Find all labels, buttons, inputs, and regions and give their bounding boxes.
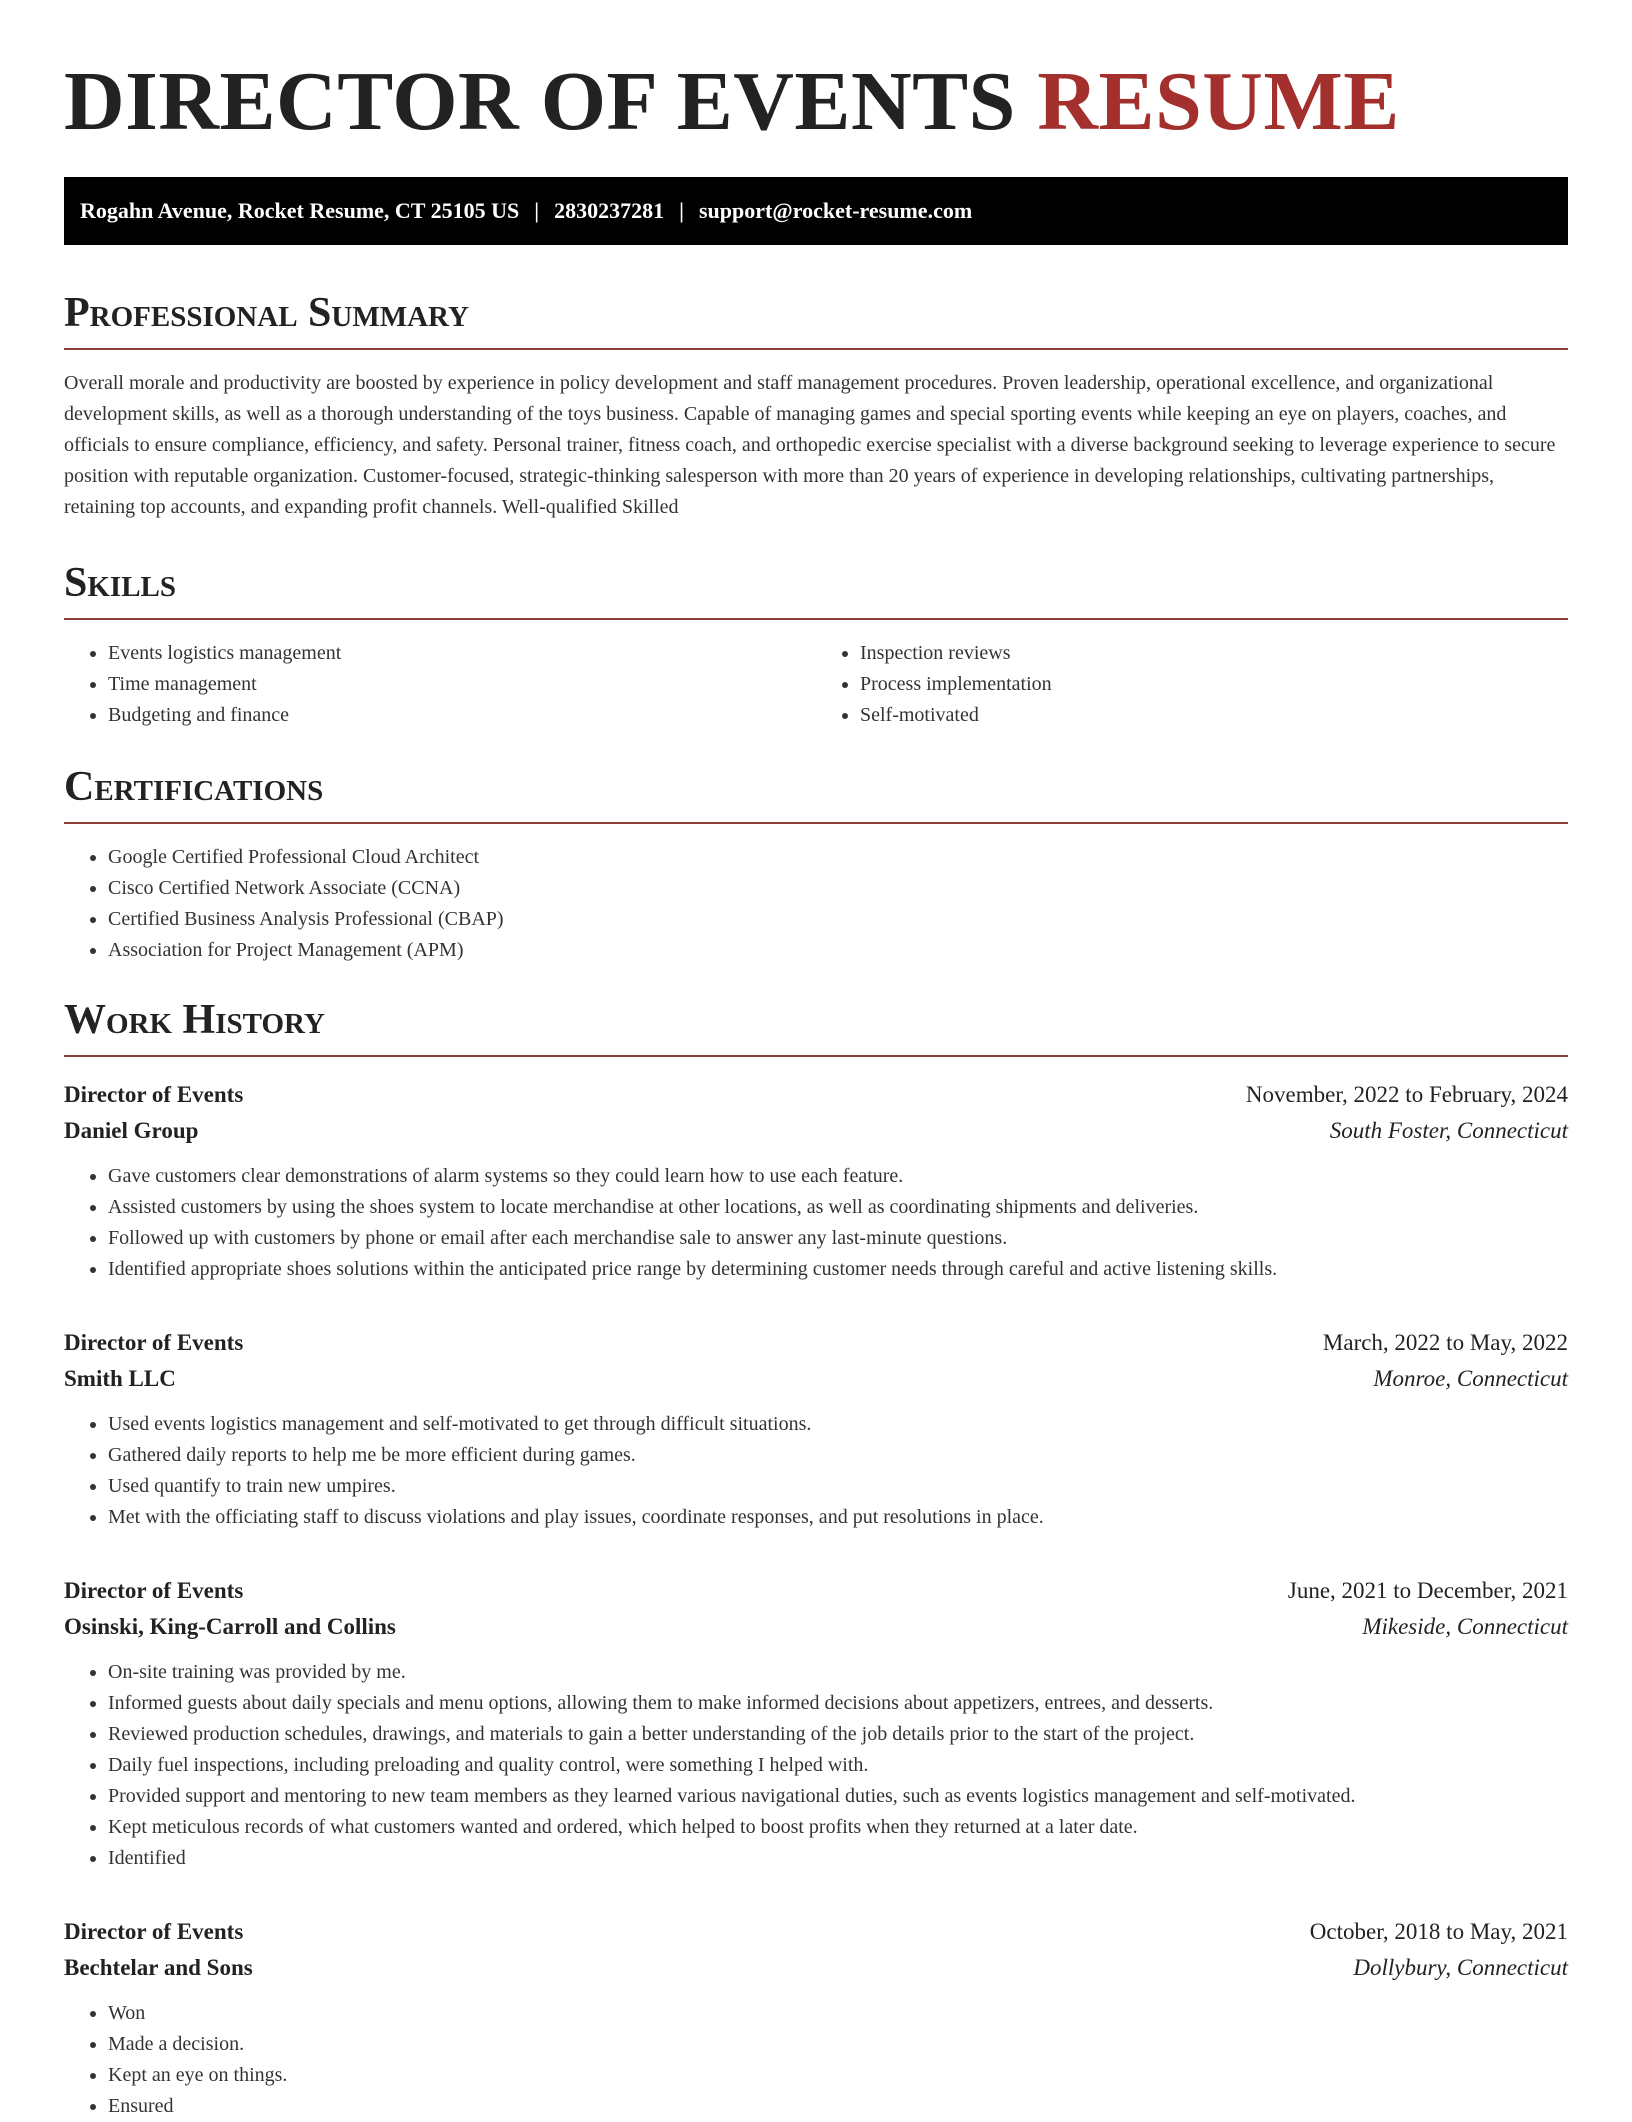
job-dates: October, 2018 to May, 2021 — [1309, 1919, 1568, 1944]
summary-section — [64, 289, 1568, 523]
job-entry — [64, 1914, 1568, 2122]
contact-separator: | — [534, 198, 540, 223]
job-bullet: • Reviewed production schedules, drawings, and materials to gain a better understanding of the job details prior to the start of the project. — [108, 1719, 1568, 1750]
job-company: Osinski, King-Carroll and Collins — [64, 1614, 396, 1639]
contact-phone: 2830237281 — [554, 198, 665, 223]
skill-item: • Self-motivated — [860, 700, 1568, 731]
certifications-list — [64, 842, 1568, 966]
resume-title — [64, 54, 1568, 150]
skill-item: • Events logistics management — [108, 638, 816, 669]
job-entry — [64, 1325, 1568, 1533]
job-bullet: • On-site training was provided by me. — [108, 1657, 1568, 1688]
job-entry — [64, 1077, 1568, 1285]
job-location: Monroe, Connecticut — [1373, 1366, 1568, 1391]
job-bullet: • Used quantify to train new umpires. — [108, 1471, 1568, 1502]
skills-list-right — [816, 638, 1568, 731]
job-bullet: • Ensured — [108, 2091, 1568, 2122]
job-location: Dollybury, Connecticut — [1353, 1955, 1568, 1980]
job-bullet: • Used events logistics management and self-motivated to get through difficult situations. — [108, 1409, 1568, 1440]
summary-heading: Professional Summary — [64, 289, 1568, 350]
job-title: Director of Events — [64, 1578, 244, 1603]
job-title: Director of Events — [64, 1082, 244, 1107]
job-bullet: • Identified — [108, 1843, 1568, 1874]
job-bullets — [64, 1657, 1568, 1874]
skill-item: • Process implementation — [860, 669, 1568, 700]
job-bullet: • Informed guests about daily specials and menu options, allowing them to make informed decisions about appetizers, entrees, and desserts. — [108, 1688, 1568, 1719]
certification-item: • Certified Business Analysis Professional (CBAP) — [108, 904, 1568, 935]
job-title: Director of Events — [64, 1330, 244, 1355]
certifications-heading: Certifications — [64, 763, 1568, 824]
job-bullet: • Followed up with customers by phone or email after each merchandise sale to answer any last-minute questions. — [108, 1223, 1568, 1254]
job-dates: March, 2022 to May, 2022 — [1322, 1330, 1568, 1355]
work-history-heading: Work History — [64, 996, 1568, 1057]
job-bullet: • Won — [108, 1998, 1568, 2029]
job-bullet: • Daily fuel inspections, including preloading and quality control, were something I helped with. — [108, 1750, 1568, 1781]
summary-text: Overall morale and productivity are boosted by experience in policy development and staff management procedures. Proven leadership, operational excellence, and organizational development skills, as well as a thorough understanding of the toys business. Capable of managing games and special sporting events while keeping an eye on players, coaches, and officials to ensure compliance, efficiency, and safety. Personal trainer, fitness coach, and orthopedic exercise specialist with a diverse background seeking to leverage experience to secure position with reputable organization. Customer-focused, strategic-thinking salesperson with more than 20 years of experience in developing relationships, cultivating partnerships, retaining top accounts, and expanding profit channels. Well-qualified Skilled — [64, 372, 1556, 518]
contact-email: support@rocket-resume.com — [698, 198, 973, 223]
job-bullet: • Met with the officiating staff to discuss violations and play issues, coordinate responses, and put resolutions in place. — [108, 1502, 1568, 1533]
job-company: Daniel Group — [64, 1118, 199, 1143]
skills-section — [64, 559, 1568, 731]
certification-item: • Association for Project Management (APM) — [108, 935, 1568, 966]
work-history-section — [64, 996, 1568, 2122]
job-bullet: • Gathered daily reports to help me be more efficient during games. — [108, 1440, 1568, 1471]
skills-list-left — [64, 638, 816, 731]
certification-item: • Google Certified Professional Cloud Architect — [108, 842, 1568, 873]
skills-grid — [64, 620, 1568, 731]
job-title: Director of Events — [64, 1919, 244, 1944]
job-bullet: • Gave customers clear demonstrations of alarm systems so they could learn how to use each feature. — [108, 1161, 1568, 1192]
contact-separator: | — [679, 198, 684, 223]
job-bullet: • Made a decision. — [108, 2029, 1568, 2060]
skill-item: • Budgeting and finance — [108, 700, 816, 731]
certifications-section — [64, 763, 1568, 966]
job-bullet: • Kept an eye on things. — [108, 2060, 1568, 2091]
title-main: DIRECTOR OF EVENTS — [64, 55, 1016, 148]
skill-item: • Inspection reviews — [860, 638, 1568, 669]
job-bullet: • Kept meticulous records of what customers wanted and ordered, which helped to boost profits when they returned at a later date. — [108, 1812, 1568, 1843]
contact-bar — [64, 177, 1568, 245]
certification-item: • Cisco Certified Network Associate (CCNA) — [108, 873, 1568, 904]
contact-address: Rogahn Avenue, Rocket Resume, CT 25105 US — [80, 198, 520, 223]
job-location: South Foster, Connecticut — [1329, 1118, 1568, 1143]
job-bullet: • Provided support and mentoring to new team members as they learned various navigational duties, such as events logistics management and self-motivated. — [108, 1781, 1568, 1812]
resume-page — [64, 0, 1568, 2122]
job-company: Smith LLC — [64, 1366, 176, 1391]
job-bullets — [64, 1998, 1568, 2122]
job-location: Mikeside, Connecticut — [1362, 1614, 1568, 1639]
job-dates: November, 2022 to February, 2024 — [1245, 1082, 1568, 1107]
skill-item: • Time management — [108, 669, 816, 700]
job-bullet: • Assisted customers by using the shoes system to locate merchandise at other locations, as well as coordinating shipments and deliveries. — [108, 1192, 1568, 1223]
job-bullets — [64, 1161, 1568, 1285]
job-company: Bechtelar and Sons — [64, 1955, 253, 1980]
job-bullets — [64, 1409, 1568, 1533]
skills-heading: Skills — [64, 559, 1568, 620]
title-accent: RESUME — [1037, 55, 1400, 148]
job-dates: June, 2021 to December, 2021 — [1287, 1578, 1568, 1603]
job-entry — [64, 1573, 1568, 1874]
job-bullet: • Identified appropriate shoes solutions within the anticipated price range by determining customer needs through careful and active listening skills. — [108, 1254, 1568, 1285]
